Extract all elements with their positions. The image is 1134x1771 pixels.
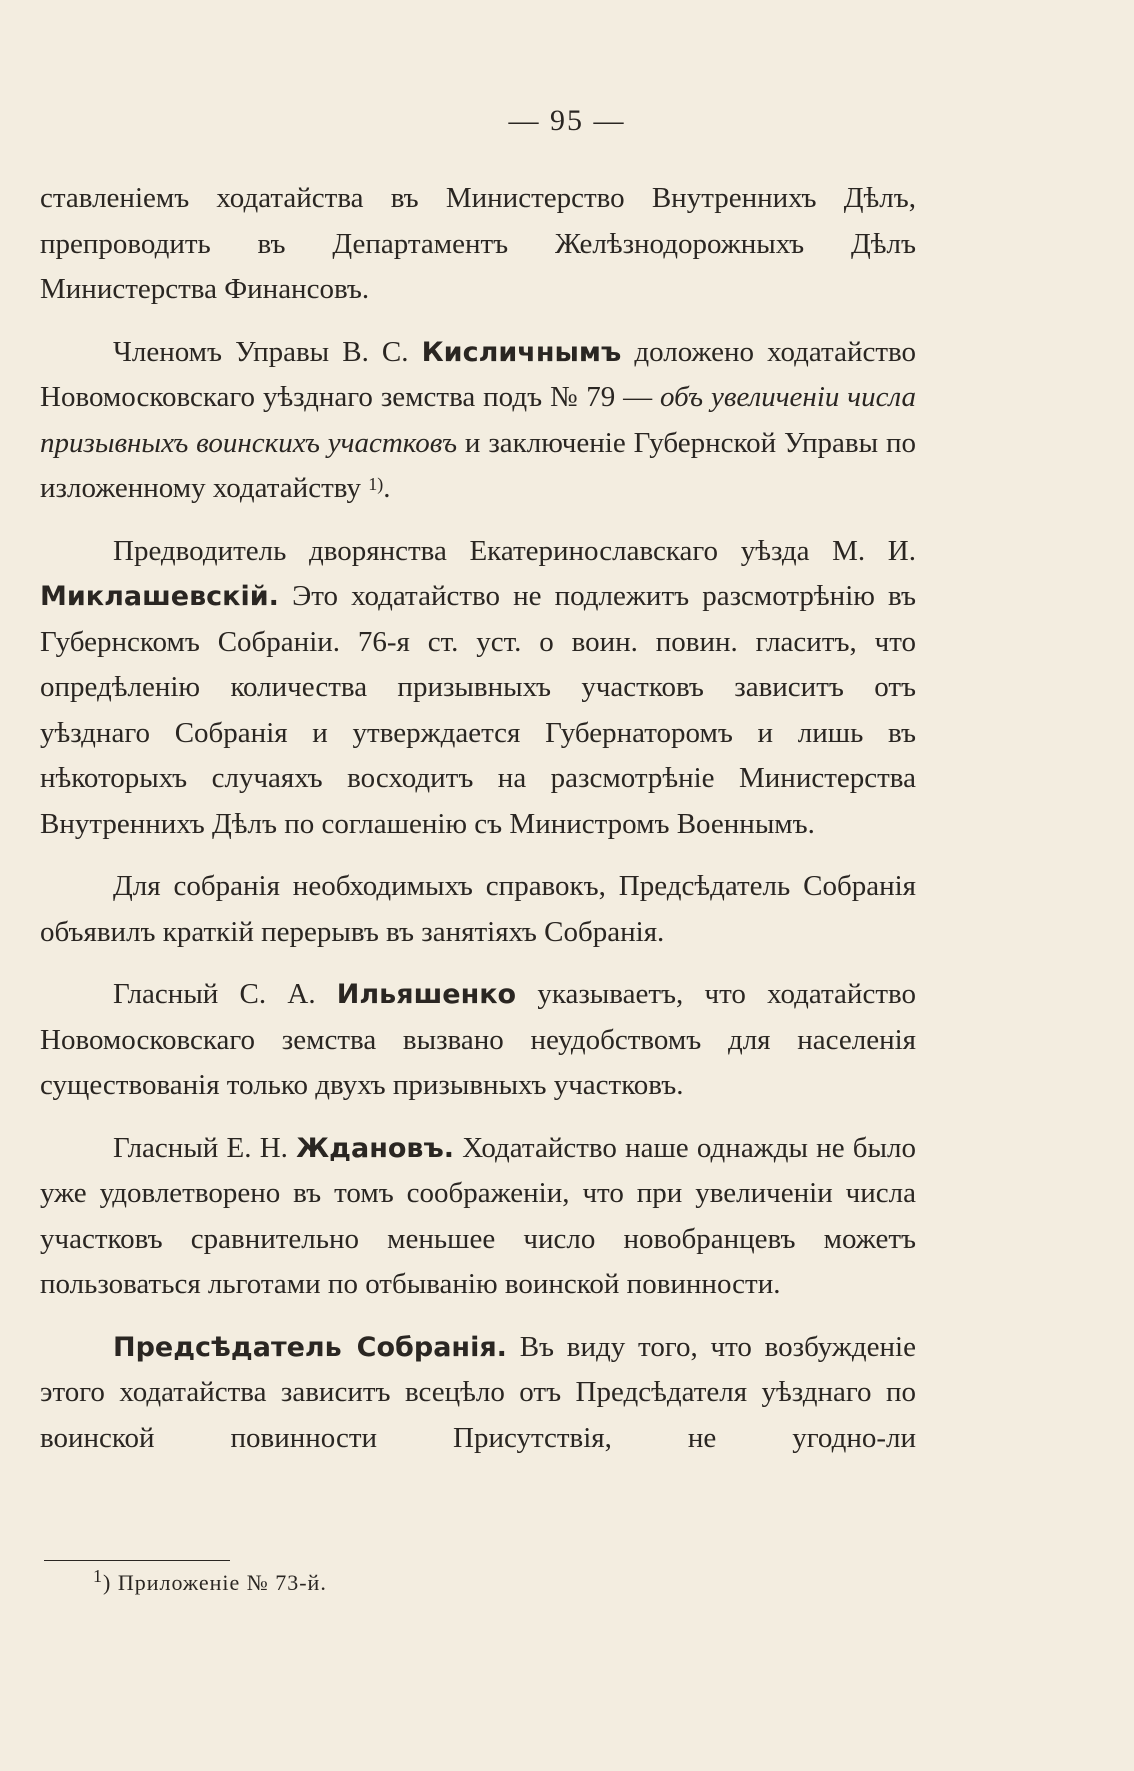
paragraph-3-text-b: Это ходатайство не подлежитъ разсмотрѣнію въ Губернскомъ Собраніи. 76-я ст. уст. о воин. повин. гласитъ, что опредѣленію количества призывныхъ участковъ зависитъ отъ уѣзднаго Собранія и утверждается Губернаторомъ и лишь въ нѣкоторыхъ случаяхъ восходитъ на разсмотрѣніе Министерства Внутреннихъ Дѣлъ по соглашенію съ Министромъ Военнымъ. bbox=[40, 580, 916, 840]
paragraph-2-text-c: и заключеніе Губернской Управы по изложенному ходатайству bbox=[40, 426, 916, 504]
paragraph-5-text-a: Гласный С. А. bbox=[113, 978, 337, 1010]
paragraph-6-text-a: Гласный Е. Н. bbox=[113, 1131, 297, 1164]
footnote-reference-number: 1 bbox=[368, 474, 378, 494]
speaker-name-zhdanov: Ждановъ. bbox=[296, 1132, 455, 1164]
page-number: — 95 — bbox=[508, 104, 626, 137]
paragraph-7 bbox=[40, 1325, 916, 1462]
paragraph-3-text-a: Предводитель дворянства Екатеринославскаго уѣзда М. И. bbox=[113, 534, 916, 567]
footnote-reference: 1) bbox=[368, 474, 384, 494]
paragraph-3 bbox=[40, 529, 916, 848]
paragraph-6-text-b: Ходатайство наше однажды не было уже удовлетворено въ томъ соображеніи, что при увеличеніи числа участковъ сравнительно меньшее число новобранцевъ можетъ пользоваться льготами по отбыванію воинской повинности. bbox=[40, 1131, 916, 1300]
speaker-name-miklashevsky: Миклашевскій. bbox=[40, 581, 279, 612]
paragraph-5-text-b: указываетъ, что ходатайство Новомосковскаго земства вызвано неудобствомъ для населенія существованія только двухъ призывныхъ участковъ. bbox=[40, 978, 916, 1101]
speaker-name-ilyashenko: Ильяшенко bbox=[336, 979, 517, 1010]
paragraph-2-text-b: доложено ходатайство Новомосковскаго уѣзднаго земства подъ № 79 — bbox=[40, 335, 917, 413]
body-text bbox=[40, 176, 916, 1478]
paragraph-7-text-b: Въ виду того, что возбужденіе этого ходатайства зависитъ всецѣло отъ Предсѣдателя уѣзднаго по воинской повинности Присутствія, не угодно-ли bbox=[40, 1330, 916, 1454]
footnote bbox=[93, 1566, 327, 1596]
footnote-text: ) Приложеніе № 73-й. bbox=[103, 1570, 327, 1595]
paragraph-1: ставленіемъ ходатайства въ Министерство Внутреннихъ Дѣлъ, препроводить въ Департаментъ Желѣзнодорожныхъ Дѣлъ Министерства Финансовъ. bbox=[40, 182, 916, 305]
paragraph-5 bbox=[40, 972, 916, 1109]
speaker-name-chairman: Предсѣдатель Собранія. bbox=[113, 1331, 507, 1363]
footnote-marker: 1 bbox=[93, 1566, 103, 1586]
footnote-divider bbox=[44, 1560, 230, 1561]
speaker-name-kislichny: Кисличнымъ bbox=[421, 336, 622, 368]
paragraph-4: Для собранія необходимыхъ справокъ, Предсѣдатель Собранія объявилъ краткій перерывъ въ занятіяхъ Собранія. bbox=[40, 870, 916, 948]
petition-subject-italic: объ увеличеніи числа призывныхъ воинскихъ участковъ bbox=[40, 381, 916, 459]
paragraph-6 bbox=[40, 1126, 916, 1308]
paragraph-2-text-a: Членомъ Управы В. С. bbox=[113, 335, 422, 368]
paragraph-2 bbox=[40, 330, 916, 512]
paragraph-2-text-d: . bbox=[383, 472, 391, 504]
